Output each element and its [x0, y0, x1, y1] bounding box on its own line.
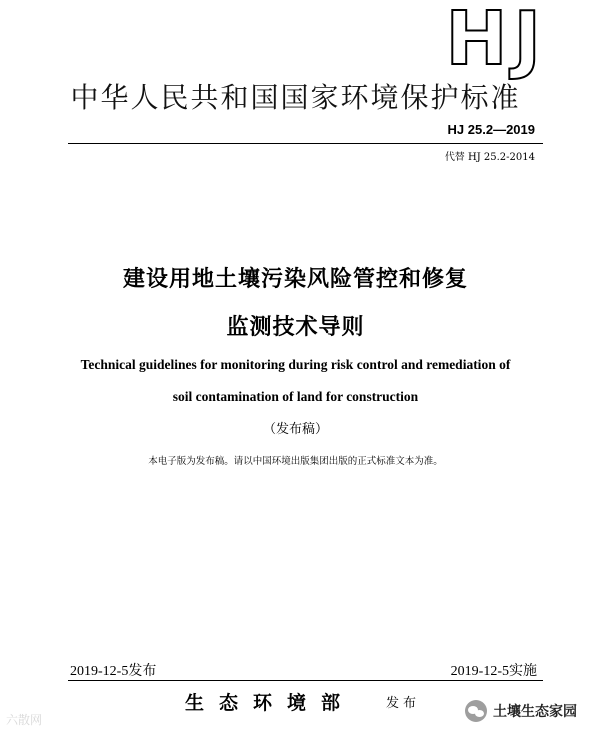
hj-logo: HJ — [445, 0, 547, 82]
wechat-icon — [465, 700, 487, 722]
ministry-name: 生态环境部 — [185, 692, 356, 714]
watermark-right-label: 土壤生态家园 — [493, 704, 577, 720]
watermark-right — [465, 700, 577, 722]
effective-date: 2019-12-5实施 — [450, 664, 537, 679]
title-cn-line1: 建设用地土壤污染风险管控和修复 — [122, 267, 468, 292]
standard-number: HJ 25.2—2019 — [447, 122, 535, 137]
draft-label: （发布稿） — [262, 422, 328, 437]
edition-note: 本电子版为发布稿。请以中国环境出版集团出版的正式标准文本为准。 — [148, 456, 443, 467]
publish-date: 2019-12-5发布 — [70, 664, 157, 679]
issue-label: 发布 — [386, 696, 421, 711]
header-divider — [68, 143, 543, 144]
replaces-label: 代替 HJ 25.2-2014 — [444, 152, 535, 163]
title-cn-line2: 监测技术导则 — [226, 315, 365, 340]
footer-divider — [68, 680, 543, 681]
agency-title: 中华人民共和国国家环境保护标准 — [70, 81, 521, 114]
watermark-left: 六散网 — [6, 713, 43, 727]
title-en-line1: Technical guidelines for monitoring during risk control and remediation of — [80, 357, 511, 372]
title-en-line2: soil contamination of land for construction — [172, 389, 419, 404]
